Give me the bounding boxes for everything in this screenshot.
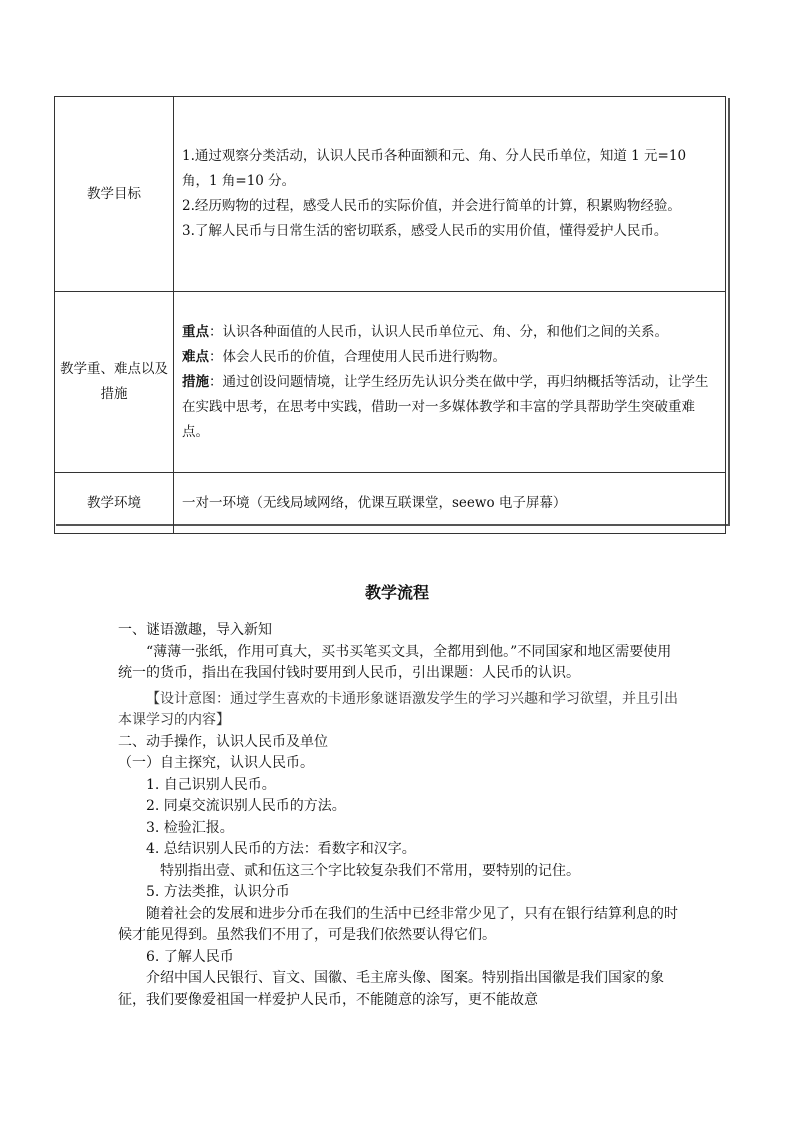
list-item-6: 6. 了解人民币	[146, 948, 234, 965]
measure-line	[182, 370, 717, 445]
list-item-4-note: 特别指出壹、贰和伍这三个字比较复杂我们不常用，要特别的记住。	[160, 862, 580, 879]
key-points-content	[174, 292, 726, 473]
lesson-plan-table	[54, 96, 726, 534]
section-1-heading: 一、谜语激趣，导入新知	[118, 622, 272, 638]
difficulty-label: 难点	[182, 348, 209, 365]
list-item-2: 2. 同桌交流识别人民币的方法。	[146, 798, 346, 814]
key-points-row	[55, 292, 726, 473]
difficulty-line	[182, 345, 717, 370]
section-2-heading: 二、动手操作，认识人民币及单位	[118, 733, 328, 750]
goal-2: 2.经历购物的过程，感受人民币的实际价值，并会进行简单的计算，积累购物经验。	[182, 198, 681, 214]
riddle-paragraph: “薄薄一张纸，作用可真大，买书买笔买文具，全都用到他。”不同国家和地区需要使用统一的货币，指出在我国付钱时要用到人民币，引出课题：人民币的认识。	[118, 643, 672, 681]
focus-line	[182, 320, 717, 345]
environment-row	[55, 473, 726, 534]
focus-label: 重点	[182, 323, 209, 340]
environment-label: 教学环境	[55, 473, 174, 534]
measure-text: ：通过创设问题情境，让学生经历先认识分类在做中学，再归纳概括等活动，让学生在实践中思考，在思考中实践，借助一对一多媒体教学和丰富的学具帮助学生突破重难点。	[182, 373, 709, 440]
goal-1: 1.通过观察分类活动，认识人民币各种面额和元、角、分人民币单位，知道 1 元=10 角，1 角=10 分。	[182, 148, 687, 189]
subsection-1-heading: （一）自主探究，认识人民币。	[118, 755, 314, 771]
list-item-5: 5. 方法类推，认识分币	[146, 884, 290, 900]
goals-label: 教学目标	[55, 97, 174, 292]
difficulty-text: ：体会人民币的价值，合理使用人民币进行购物。	[209, 348, 506, 365]
list-item-3: 3. 检验汇报。	[146, 819, 234, 836]
list-item-4: 4. 总结识别人民币的方法：看数字和汉字。	[146, 841, 416, 857]
list-item-6-text: 介绍中国人民银行、盲文、国徽、毛主席头像、图案。特别指出国徽是我们国家的象征，我们要像爱祖国一样爱护人民币，不能随意的涂写，更不能故意	[118, 970, 664, 1008]
list-item-5-text: 随着社会的发展和进步分币在我们的生活中已经非常少见了，只有在银行结算利息的时候才能见得到。虽然我们不用了，可是我们依然要认得它们。	[118, 905, 678, 943]
goals-row	[55, 97, 726, 292]
teaching-flow	[118, 620, 678, 1011]
environment-content: 一对一环境（无线局域网络，优课互联课堂，seewo 电子屏幕）	[174, 473, 726, 534]
list-item-1: 1. 自己识别人民币。	[146, 776, 276, 793]
key-points-label: 教学重、难点以及措施	[55, 292, 174, 473]
flow-title: 教学流程	[364, 583, 429, 602]
measure-label: 措施	[182, 373, 209, 390]
design-intent: 【设计意图：通过学生喜欢的卡通形象谜语激发学生的学习兴趣和学习欲望，并且引出本课学习的内容】	[118, 690, 678, 728]
goal-3: 3.了解人民币与日常生活的密切联系，感受人民币的实用价值，懂得爱护人民币。	[182, 223, 668, 239]
goals-content	[174, 97, 726, 292]
focus-text: ：认识各种面值的人民币，认识人民币单位元、角、分，和他们之间的关系。	[209, 323, 668, 340]
